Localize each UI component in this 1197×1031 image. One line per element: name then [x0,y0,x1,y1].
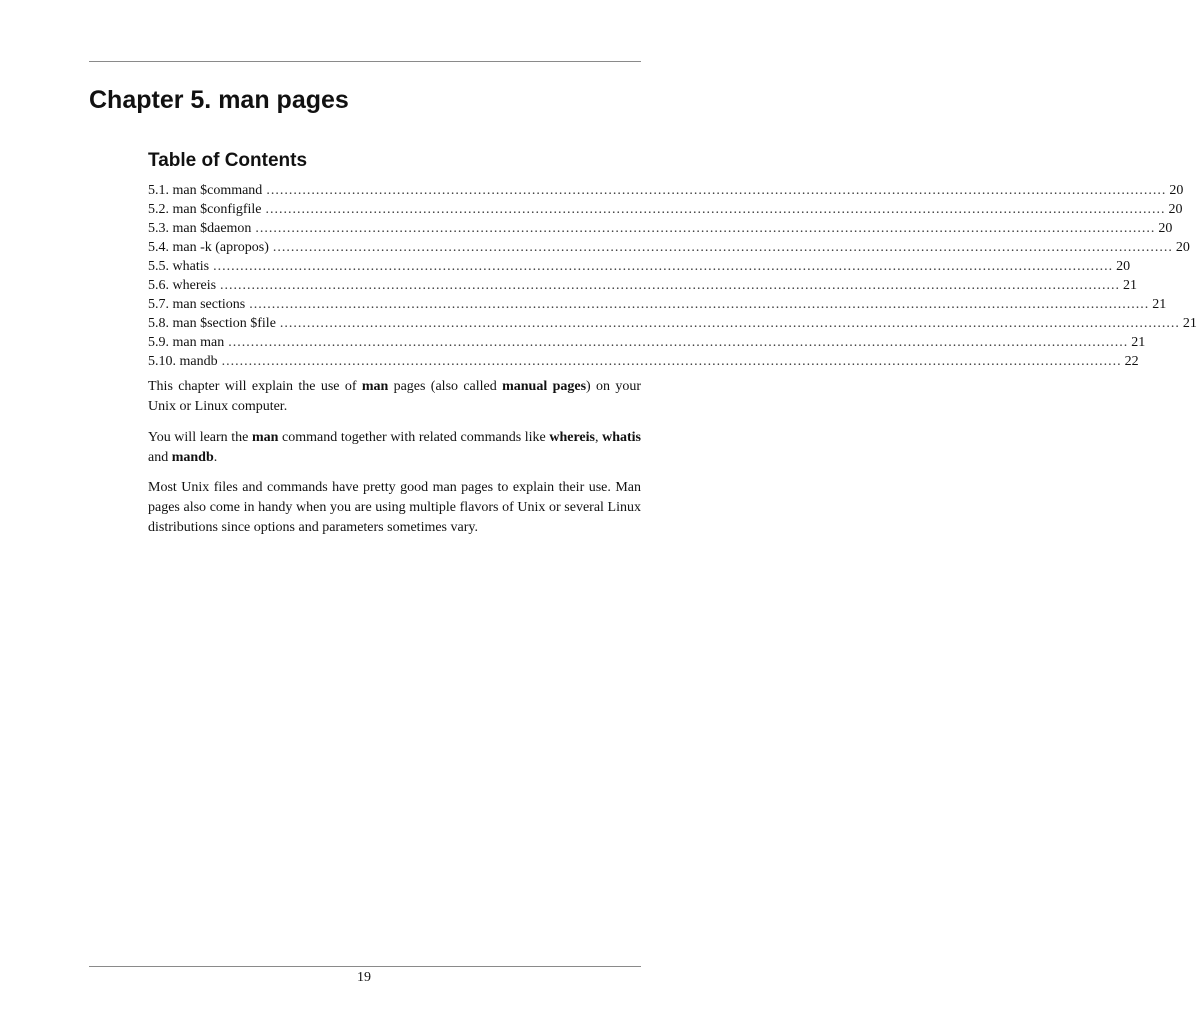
toc-entry-label[interactable]: 5.10. mandb [148,354,218,369]
toc-entry-label[interactable]: 5.7. man sections [148,297,246,312]
toc-entry-page: 21 [1123,278,1138,293]
chapter-title: Chapter 5. man pages [89,86,349,114]
toc-dot-leader: ........................................................................................................................................................................................................ [213,259,1114,274]
command-name-whereis: whereis [549,430,595,445]
toc-dot-leader: ........................................................................................................................................................................................................ [266,183,1167,198]
toc-dot-leader: ........................................................................................................................................................................................................ [265,202,1166,217]
toc-dot-leader: ........................................................................................................................................................................................................ [220,278,1121,293]
toc-dot-leader: ........................................................................................................................................................................................................ [249,297,1150,312]
command-name-mandb: mandb [171,450,214,465]
toc-dot-leader: ........................................................................................................................................................................................................ [272,240,1173,255]
toc-entry-label[interactable]: 5.6. whereis [148,278,217,293]
toc-entry-label[interactable]: 5.5. whatis [148,259,210,274]
toc-entry-page: 21 [1182,316,1197,331]
paragraph-text: command together with related commands like [278,430,550,445]
toc-entry-label[interactable]: 5.9. man man [148,335,225,350]
toc-entry[interactable] [148,181,1184,200]
toc-entry-page: 22 [1124,354,1139,369]
toc-entry-page: 21 [1131,335,1146,350]
toc-entry-label[interactable]: 5.8. man $section $file [148,316,276,331]
toc-entry[interactable] [148,219,1173,238]
toc-dot-leader: ........................................................................................................................................................................................................ [228,335,1129,350]
toc-entry-page: 20 [1175,240,1190,255]
command-name-whatis: whatis [602,430,641,445]
toc-entry[interactable] [148,295,1167,314]
toc-entry-page: 20 [1116,259,1131,274]
toc-dot-leader: ........................................................................................................................................................................................................ [221,354,1122,369]
term-manual-pages: manual pages [502,379,587,394]
toc-dot-leader: ........................................................................................................................................................................................................ [255,221,1156,236]
toc-dot-leader: ........................................................................................................................................................................................................ [279,316,1180,331]
toc-entry[interactable] [148,238,1190,257]
intro-paragraph [148,377,641,417]
toc-entry-page: 20 [1158,221,1173,236]
paragraph-text: and [148,450,172,465]
paragraph-text: pages (also called [388,379,503,394]
table-of-contents [148,181,1197,371]
paragraph-text: ) on your Unix or Linux computer. [148,379,642,414]
toc-entry-label[interactable]: 5.3. man $daemon [148,221,252,236]
usage-paragraph: Most Unix files and commands have pretty good man pages to explain their use. Man pages also come in handy when you are using multiple flavors of Unix or several Linux distributions since options and parameters sometimes vary. [148,480,641,535]
toc-entry-page: 20 [1169,183,1184,198]
toc-entry[interactable] [148,276,1138,295]
toc-entry[interactable] [148,333,1146,352]
toc-entry[interactable] [148,314,1197,333]
toc-entry-page: 20 [1168,202,1183,217]
header-rule [89,61,641,62]
toc-entry-label[interactable]: 5.4. man -k (apropos) [148,240,269,255]
toc-entry-label[interactable]: 5.2. man $configfile [148,202,262,217]
command-name-man: man [251,430,279,445]
learning-paragraph [148,428,641,468]
toc-entry[interactable] [148,200,1183,219]
command-name-man: man [361,379,389,394]
footer-rule [89,966,641,967]
page-number: 19 [357,970,371,985]
paragraph-text: This chapter will explain the use of [148,379,362,394]
toc-entry-label[interactable]: 5.1. man $command [148,183,263,198]
toc-heading: Table of Contents [148,150,308,171]
toc-entry-page: 21 [1152,297,1167,312]
paragraph-text: You will learn the [148,430,252,445]
toc-entry[interactable] [148,352,1139,371]
paragraph-text: . [213,450,218,465]
toc-entry[interactable] [148,257,1131,276]
paragraph-text: , [594,430,603,445]
